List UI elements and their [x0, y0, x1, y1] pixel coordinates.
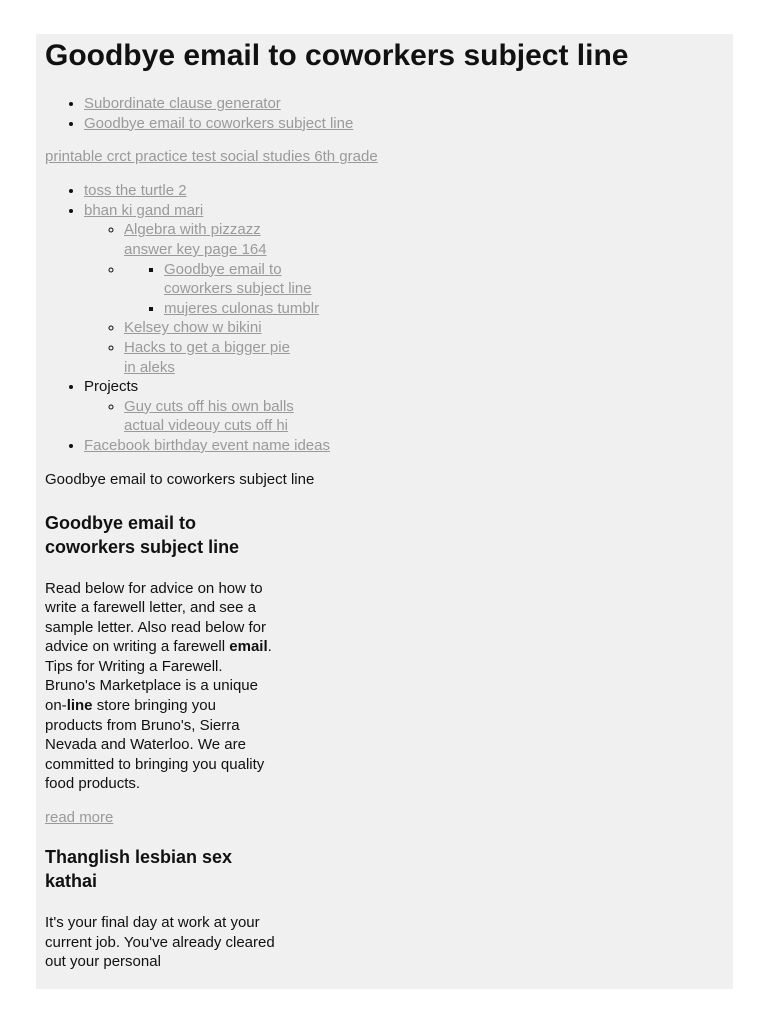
article-bold-email: email	[229, 638, 268, 656]
top-link-subordinate[interactable]: Subordinate clause generator	[84, 95, 281, 112]
article-body	[45, 579, 275, 795]
list-item	[84, 181, 733, 201]
article-bold-line: line	[66, 697, 93, 715]
list-item	[84, 201, 733, 377]
list-item	[124, 220, 733, 259]
list-item	[124, 397, 733, 436]
nav-projects-label: Projects	[84, 378, 139, 396]
nav-nested-list	[124, 260, 733, 319]
crct-link[interactable]: printable crct practice test social studies 6th grade	[45, 148, 378, 166]
plain-text-line: Goodbye email to coworkers subject line	[45, 470, 315, 488]
nav-list	[45, 181, 733, 455]
nav-link-guy-cuts[interactable]: Guy cuts off his own balls actual videouy cuts off hi	[124, 397, 294, 435]
read-more-link[interactable]: read more	[45, 809, 114, 827]
article-heading-2: Thanglish lesbian sex kathai	[45, 847, 233, 892]
article-text-1: Read below for advice on how to write a farewell letter, and see a sample letter. Also read below for advice on writing a farewell	[45, 579, 266, 656]
nav-sublist	[84, 220, 733, 377]
article-body-2: It's your final day at work at your current job. You've already cleared out your personal	[45, 914, 275, 971]
list-item	[84, 377, 733, 436]
page-title: Goodbye email to coworkers subject line	[45, 39, 629, 72]
content	[36, 34, 733, 972]
top-link-list	[45, 94, 733, 133]
article-heading: Goodbye email to coworkers subject line	[45, 512, 240, 557]
nav-link-kelsey[interactable]: Kelsey chow w bikini	[124, 319, 262, 337]
nav-link-mujeres[interactable]: mujeres culonas tumblr	[164, 299, 320, 317]
nav-link-hacks[interactable]: Hacks to get a bigger pie in aleks	[124, 338, 290, 376]
article-text-2: . Tips for Writing a Farewell. Bruno's Marketplace is a unique on-	[45, 638, 272, 715]
list-item	[124, 318, 733, 338]
list-item	[124, 338, 733, 377]
nav-link-algebra[interactable]: Algebra with pizzazz answer key page 164	[124, 221, 267, 258]
projects-sublist	[84, 397, 733, 436]
list-item	[84, 114, 733, 134]
list-item	[164, 260, 733, 299]
list-item	[124, 260, 733, 319]
top-link-goodbye[interactable]: Goodbye email to coworkers subject line	[84, 114, 354, 132]
list-item	[84, 94, 733, 114]
nav-link-goodbye-nested[interactable]: Goodbye email to coworkers subject line	[164, 260, 312, 298]
nav-link-facebook[interactable]: Facebook birthday event name ideas	[84, 436, 330, 454]
list-item	[164, 299, 733, 319]
nav-link-bhan[interactable]: bhan ki gand mari	[84, 201, 204, 219]
list-item	[84, 436, 733, 456]
page-container	[36, 34, 733, 989]
nav-link-toss-turtle[interactable]: toss the turtle 2	[84, 182, 187, 200]
article-text-3: store bringing you products from Bruno's, Sierra Nevada and Waterloo. We are committed to bringing you quality food products.	[45, 697, 265, 793]
